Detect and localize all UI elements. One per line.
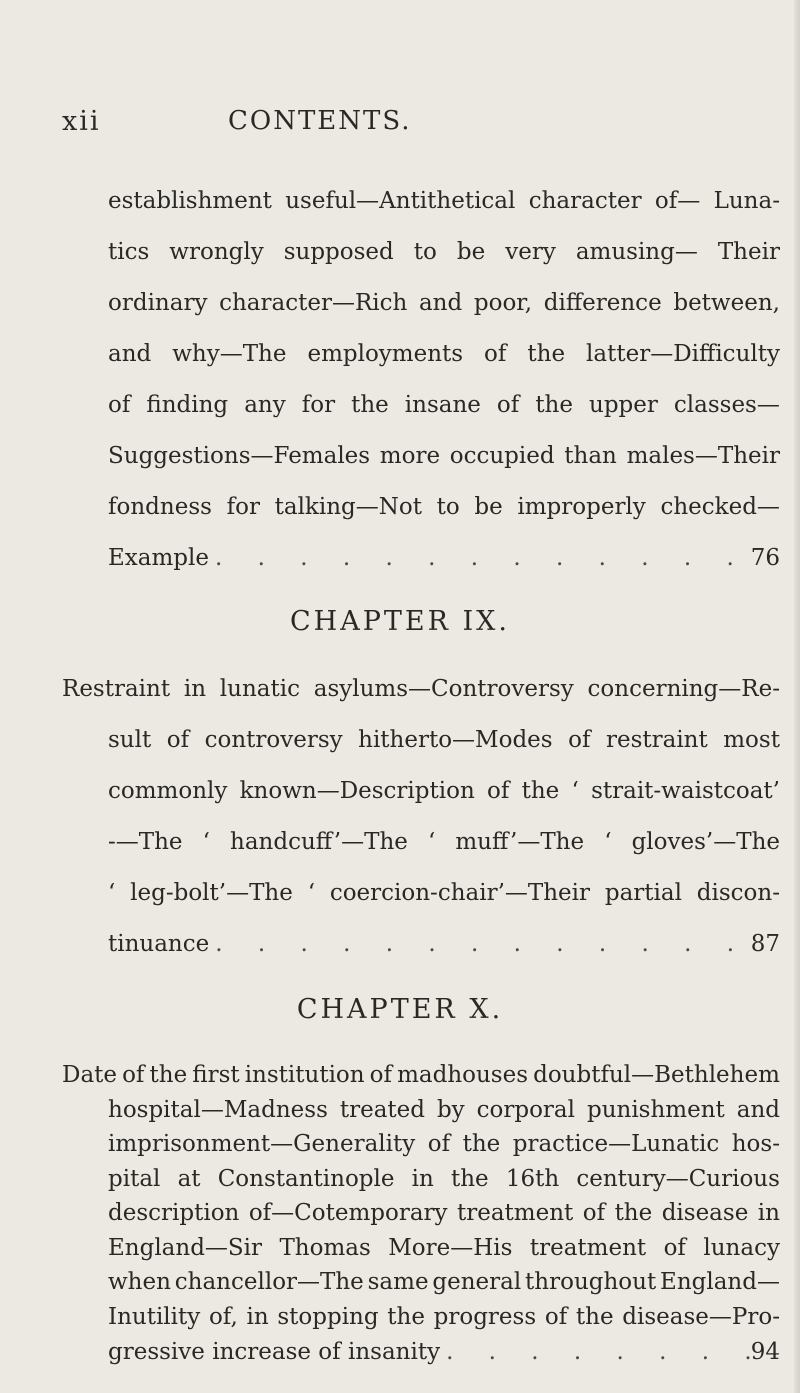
entry-line — [108, 774, 780, 808]
line-word: character — [528, 188, 642, 214]
line-word: wrongly — [169, 239, 264, 265]
entry-line — [108, 1127, 780, 1161]
entry-line — [108, 825, 780, 859]
entry-last-line — [108, 541, 780, 575]
dot-leader — [209, 541, 751, 575]
line-word: sult — [108, 727, 152, 753]
line-word: pital — [108, 1166, 161, 1192]
entry-line — [108, 1265, 780, 1299]
line-word: to — [436, 494, 460, 520]
line-word: occupied — [449, 443, 555, 469]
line-word: practice—Lunatic — [512, 1131, 720, 1157]
line-word: England—Sir — [108, 1235, 263, 1261]
line-word: in — [411, 1166, 434, 1192]
page-reference: 87 — [750, 931, 780, 957]
entry-last-text: Example — [108, 545, 209, 571]
line-word: more — [379, 443, 441, 469]
line-word: of — [369, 1062, 393, 1088]
page-reference: 76 — [750, 545, 780, 571]
line-word: of — [496, 392, 520, 418]
line-word: of— — [654, 188, 701, 214]
line-word: difference — [543, 290, 662, 316]
dot-leader — [440, 1335, 751, 1369]
line-word: 16th — [505, 1166, 560, 1192]
line-word: institution — [244, 1062, 365, 1088]
line-word: in — [246, 1304, 269, 1330]
line-word: be — [456, 239, 486, 265]
line-word: the — [535, 392, 573, 418]
running-head — [0, 106, 800, 146]
line-word: partial — [604, 880, 682, 906]
line-word: madhouses — [397, 1062, 529, 1088]
entry-line — [108, 490, 780, 524]
line-word: first — [192, 1062, 240, 1088]
line-word: of — [122, 1062, 145, 1088]
line-word: Restraint — [62, 676, 171, 702]
line-word: hos- — [731, 1131, 780, 1157]
line-word: establishment — [108, 188, 272, 214]
line-word: commonly — [108, 778, 228, 804]
entry-last-text: gressive increase of insanity — [108, 1339, 441, 1365]
line-word: of — [487, 778, 510, 804]
line-word: punishment — [586, 1097, 725, 1123]
line-word: throughout — [525, 1269, 657, 1295]
line-word: very — [505, 239, 556, 265]
line-word: supposed — [283, 239, 394, 265]
line-word: of — [568, 727, 591, 753]
line-word: tics — [108, 239, 150, 265]
line-word: strait-waistcoat’ — [591, 778, 780, 804]
line-word: the — [614, 1200, 653, 1226]
line-word: coercion-chair’—Their — [329, 880, 591, 906]
line-word: in — [183, 676, 207, 702]
entry-line — [108, 1093, 780, 1127]
chapter-heading: CHAPTER IX. — [290, 606, 510, 637]
line-word: and — [108, 341, 152, 367]
line-word: gloves’—The — [631, 829, 780, 855]
line-word: fondness — [108, 494, 212, 520]
line-word: classes— — [673, 392, 780, 418]
line-word: Suggestions—Females — [108, 443, 371, 469]
line-word: controversy — [204, 727, 343, 753]
running-title: CONTENTS. — [228, 106, 412, 136]
line-word: amusing— — [575, 239, 698, 265]
line-word: of — [582, 1200, 606, 1226]
line-word: lunatic — [219, 676, 300, 702]
line-word: when — [108, 1269, 171, 1295]
entry-line — [108, 235, 780, 269]
line-word: be — [474, 494, 503, 520]
line-word: between, — [673, 290, 780, 316]
line-word: Inutility — [108, 1304, 201, 1330]
line-word: stopping — [277, 1304, 379, 1330]
page-edge — [794, 0, 800, 1393]
line-word: finding — [146, 392, 229, 418]
line-word: of—Cotemporary — [248, 1200, 448, 1226]
line-word: treated — [339, 1097, 425, 1123]
line-word: talking—Not — [274, 494, 422, 520]
line-word: for — [226, 494, 260, 520]
entry-last-line — [108, 1335, 780, 1369]
page-reference: 94 — [750, 1339, 780, 1365]
line-word: character—Rich — [219, 290, 408, 316]
line-word: the — [527, 341, 566, 367]
line-word: disease—Pro- — [622, 1304, 780, 1330]
line-word: handcuff’—The — [230, 829, 408, 855]
line-word: by — [436, 1097, 465, 1123]
line-word: the — [451, 1166, 489, 1192]
page-number: xii — [62, 106, 101, 137]
line-word: Constantinople — [217, 1166, 395, 1192]
entry-line — [108, 1196, 780, 1230]
line-word: leg-bolt’—The — [130, 880, 293, 906]
entry-line — [62, 672, 780, 706]
line-word: insane — [404, 392, 481, 418]
line-word: description — [108, 1200, 240, 1226]
line-word: checked— — [660, 494, 780, 520]
entry-line — [108, 286, 780, 320]
line-word: muff’—The — [455, 829, 585, 855]
line-word: in — [757, 1200, 780, 1226]
line-word: ‘ — [202, 829, 210, 855]
line-word: ‘ — [108, 880, 116, 906]
line-word: ‘ — [571, 778, 579, 804]
line-word: poor, — [473, 290, 533, 316]
chapter-heading: CHAPTER X. — [296, 994, 504, 1025]
entry-line — [108, 439, 780, 473]
entry-line — [62, 1058, 780, 1092]
entry-line — [108, 1162, 780, 1196]
line-word: of — [544, 1304, 568, 1330]
line-word: discon- — [696, 880, 780, 906]
line-word: treatment — [529, 1235, 647, 1261]
line-word: Luna- — [713, 188, 780, 214]
line-word: progress — [433, 1304, 537, 1330]
line-word: restraint — [605, 727, 708, 753]
line-word: of — [108, 392, 131, 418]
line-word: the — [521, 778, 560, 804]
line-word: and — [736, 1097, 780, 1123]
line-word: the — [462, 1131, 501, 1157]
line-word: upper — [589, 392, 658, 418]
line-word: of, — [208, 1304, 238, 1330]
entry-line — [108, 1231, 780, 1265]
line-word: hospital—Madness — [108, 1097, 328, 1123]
line-word: for — [301, 392, 336, 418]
line-word: of — [427, 1131, 451, 1157]
line-word: Date — [62, 1062, 118, 1088]
line-word: of — [484, 341, 507, 367]
line-word: employments — [307, 341, 464, 367]
line-word: and — [418, 290, 463, 316]
entry-line — [108, 337, 780, 371]
line-word: same — [367, 1269, 429, 1295]
line-word: hitherto—Modes — [358, 727, 553, 753]
line-word: treatment — [457, 1200, 574, 1226]
line-word: useful—Antithetical — [285, 188, 516, 214]
line-word: latter—Difficulty — [586, 341, 780, 367]
entry-line — [108, 1300, 780, 1334]
line-word: -—The — [108, 829, 183, 855]
line-word: asylums—Controversy — [313, 676, 574, 702]
line-word: doubtful—Bethlehem — [533, 1062, 780, 1088]
line-word: why—The — [172, 341, 287, 367]
line-word: imprisonment—Generality — [108, 1131, 416, 1157]
line-word: the — [575, 1304, 614, 1330]
entry-line — [108, 723, 780, 757]
line-word: males—Their — [626, 443, 780, 469]
line-word: of — [663, 1235, 686, 1261]
line-word: improperly — [517, 494, 646, 520]
line-word: at — [177, 1166, 201, 1192]
line-word: to — [413, 239, 437, 265]
line-word: ‘ — [307, 880, 315, 906]
line-word: any — [244, 392, 286, 418]
entry-line — [108, 184, 780, 218]
line-word: disease — [661, 1200, 749, 1226]
line-word: century—Curious — [576, 1166, 780, 1192]
dot-leader — [209, 927, 750, 961]
line-word: ordinary — [108, 290, 208, 316]
line-word: More—His — [388, 1235, 513, 1261]
line-word: than — [564, 443, 617, 469]
line-word: the — [351, 392, 389, 418]
line-word: chancellor—The — [174, 1269, 364, 1295]
line-word: concerning—Re- — [587, 676, 780, 702]
line-word: ‘ — [604, 829, 612, 855]
line-word: the — [387, 1304, 425, 1330]
line-word: ‘ — [427, 829, 436, 855]
line-word: most — [723, 727, 780, 753]
line-word: of — [166, 727, 190, 753]
line-word: England— — [660, 1269, 780, 1295]
entry-line — [108, 388, 780, 422]
line-word: known—Description — [239, 778, 475, 804]
line-word: general — [432, 1269, 522, 1295]
line-word: Their — [717, 239, 780, 265]
entry-last-text: tinuance — [108, 931, 210, 957]
entry-line — [108, 876, 780, 910]
line-word: lunacy — [703, 1235, 780, 1261]
line-word: Thomas — [279, 1235, 371, 1261]
line-word: the — [149, 1062, 188, 1088]
entry-last-line — [108, 927, 780, 961]
line-word: corporal — [476, 1097, 575, 1123]
